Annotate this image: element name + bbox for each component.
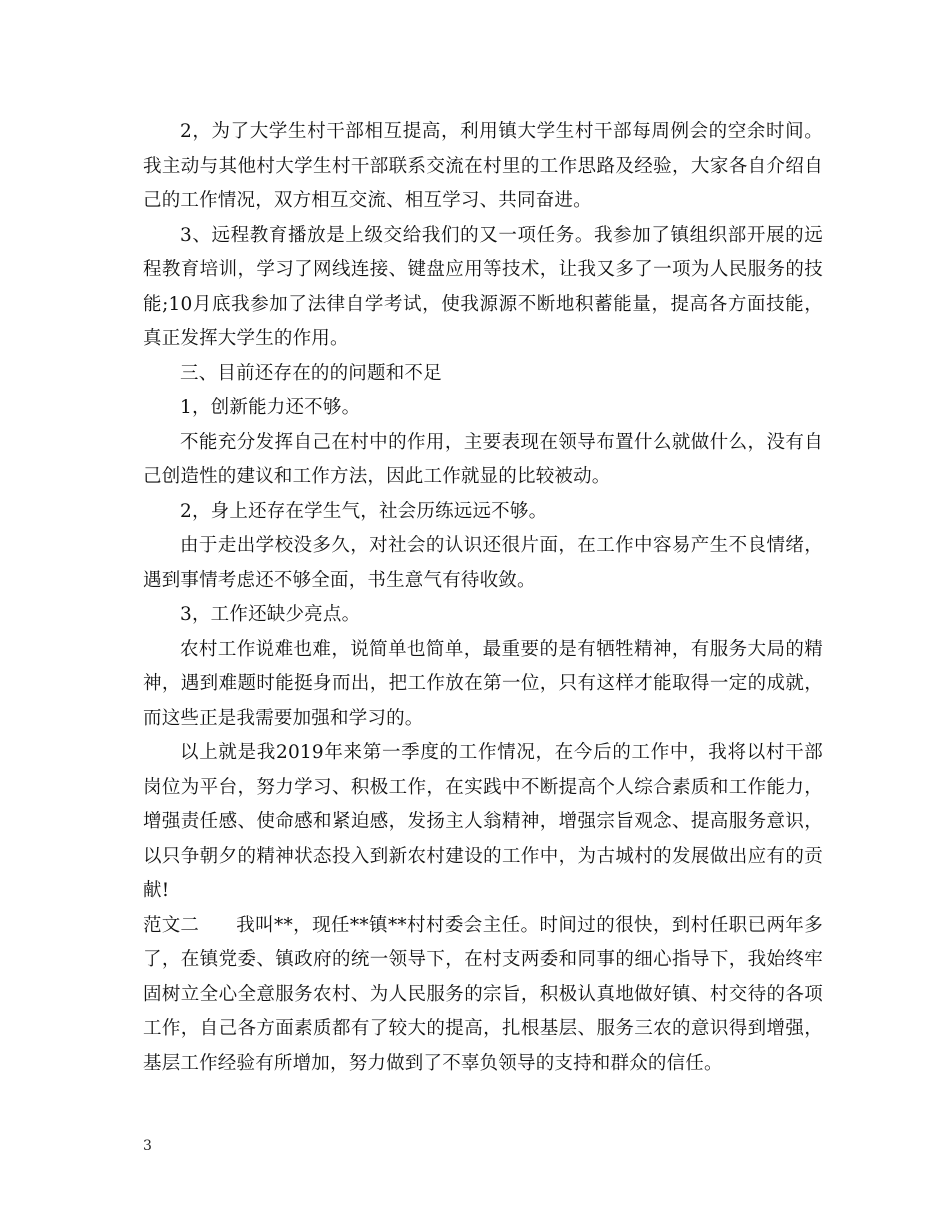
paragraph-highlights-detail: 农村工作说难也难，说简单也简单，最重要的是有牺牲精神，有服务大局的精神，遇到难题时能挺身而出，把工作放在第一位，只有这样才能取得一定的成就，而这些正是我需要加强和学习的。 <box>143 638 823 729</box>
paragraph-innovation-detail: 不能充分发挥自己在村中的作用，主要表现在领导布置什么就做什么，没有自己创造性的建议和工作方法，因此工作就显的比较被动。 <box>143 431 823 487</box>
paragraph-fanwen-two <box>143 909 823 1082</box>
document-body <box>143 115 823 1081</box>
subheading-student-air: 2，身上还存在学生气，社会历练远远不够。 <box>180 500 548 522</box>
page-number: 3 <box>143 1138 152 1154</box>
section-heading-problems: 三、目前还存在的的问题和不足 <box>180 362 442 384</box>
subheading-innovation: 1，创新能力还不够。 <box>180 397 361 418</box>
paragraph-conclusion: 以上就是我2019年来第一季度的工作情况，在今后的工作中，我将以村干部岗位为平台，努力学习、积极工作，在实践中不断提高个人综合素质和工作能力，增强责任感、使命感和紧迫感，发扬主人翁精神，增强宗旨观念、提高服务意识，以只争朝夕的精神状态投入到新农村建设的工作中，为古城村的发展做出应有的贡献! <box>143 742 823 901</box>
subheading-highlights: 3，工作还缺少亮点。 <box>180 604 361 625</box>
paragraph-point-2-exchange: 2，为了大学生村干部相互提高，利用镇大学生村干部每周例会的空余时间。我主动与其他村大学生村干部联系交流在村里的工作思路及经验，大家各自介绍自己的工作情况，双方相互交流、相互学习、共同奋进。 <box>143 121 823 211</box>
paragraph-point-3-remote-education: 3、远程教育播放是上级交给我们的又一项任务。我参加了镇组织部开展的远程教育培训，学习了网线连接、键盘应用等技术，让我又多了一项为人民服务的技能;10月底我参加了法律自学考试，使我源源不断地积蓄能量，提高各方面技能，真正发挥大学生的作用。 <box>143 224 823 349</box>
fanwen-label: 范文二 <box>143 914 200 936</box>
fanwen-text: 我叫**，现任**镇**村村委会主任。时间过的很快，到村任职已两年多了，在镇党委、镇政府的统一领导下，在村支两委和同事的细心指导下，我始终牢固树立全心全意服务农村、为人民服务的宗旨，积极认真地做好镇、村交待的各项工作，自己各方面素质都有了较大的提高，扎根基层、服务三农的意识得到增强，基层工作经验有所增加，努力做到了不辜负领导的支持和群众的信任。 <box>143 914 823 1074</box>
paragraph-student-air-detail: 由于走出学校没多久，对社会的认识还很片面，在工作中容易产生不良情绪，遇到事情考虑还不够全面，书生意气有待收敛。 <box>143 535 823 591</box>
